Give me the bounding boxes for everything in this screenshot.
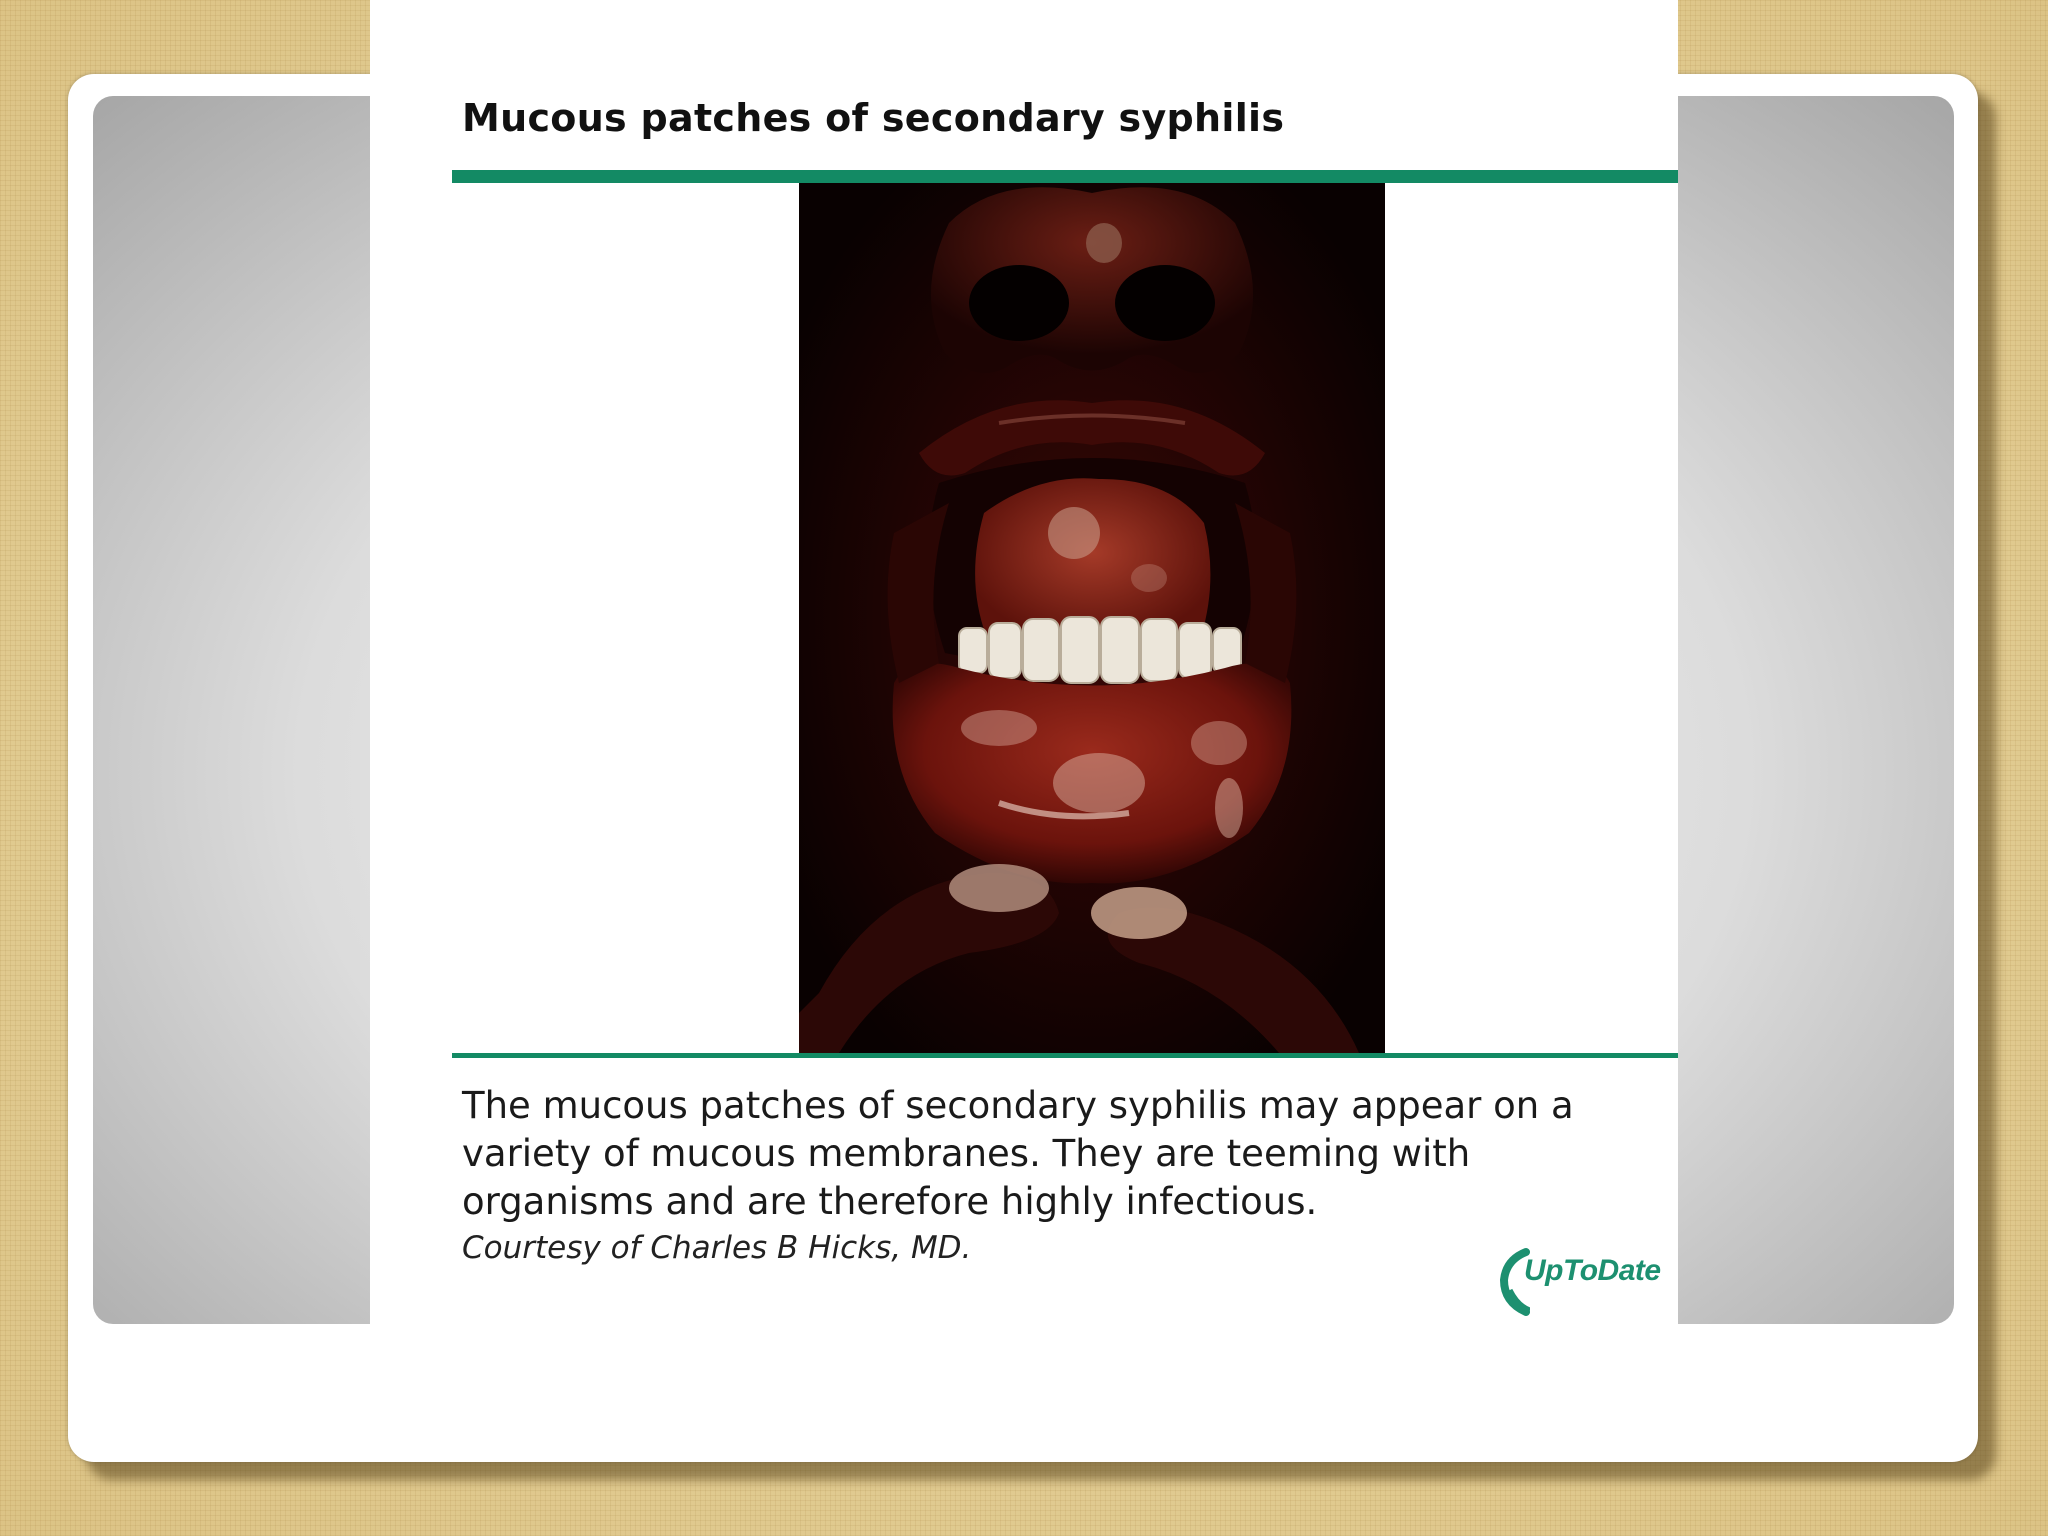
bottom-divider — [452, 1053, 1678, 1058]
document-figure — [370, 0, 1678, 1324]
figure-caption: The mucous patches of secondary syphilis may appear on a variety of mucous membranes. They are teeming with organisms and are therefore highly infectious. — [462, 1084, 1574, 1223]
figure-title: Mucous patches of secondary syphilis — [462, 96, 1285, 140]
top-divider — [452, 170, 1678, 183]
uptodate-logo-text: UpToDate — [1524, 1254, 1661, 1287]
clinical-photo — [799, 183, 1385, 1053]
figure-credit: Courtesy of Charles B Hicks, MD. — [462, 1230, 972, 1266]
uptodate-logo — [1496, 1246, 1674, 1318]
